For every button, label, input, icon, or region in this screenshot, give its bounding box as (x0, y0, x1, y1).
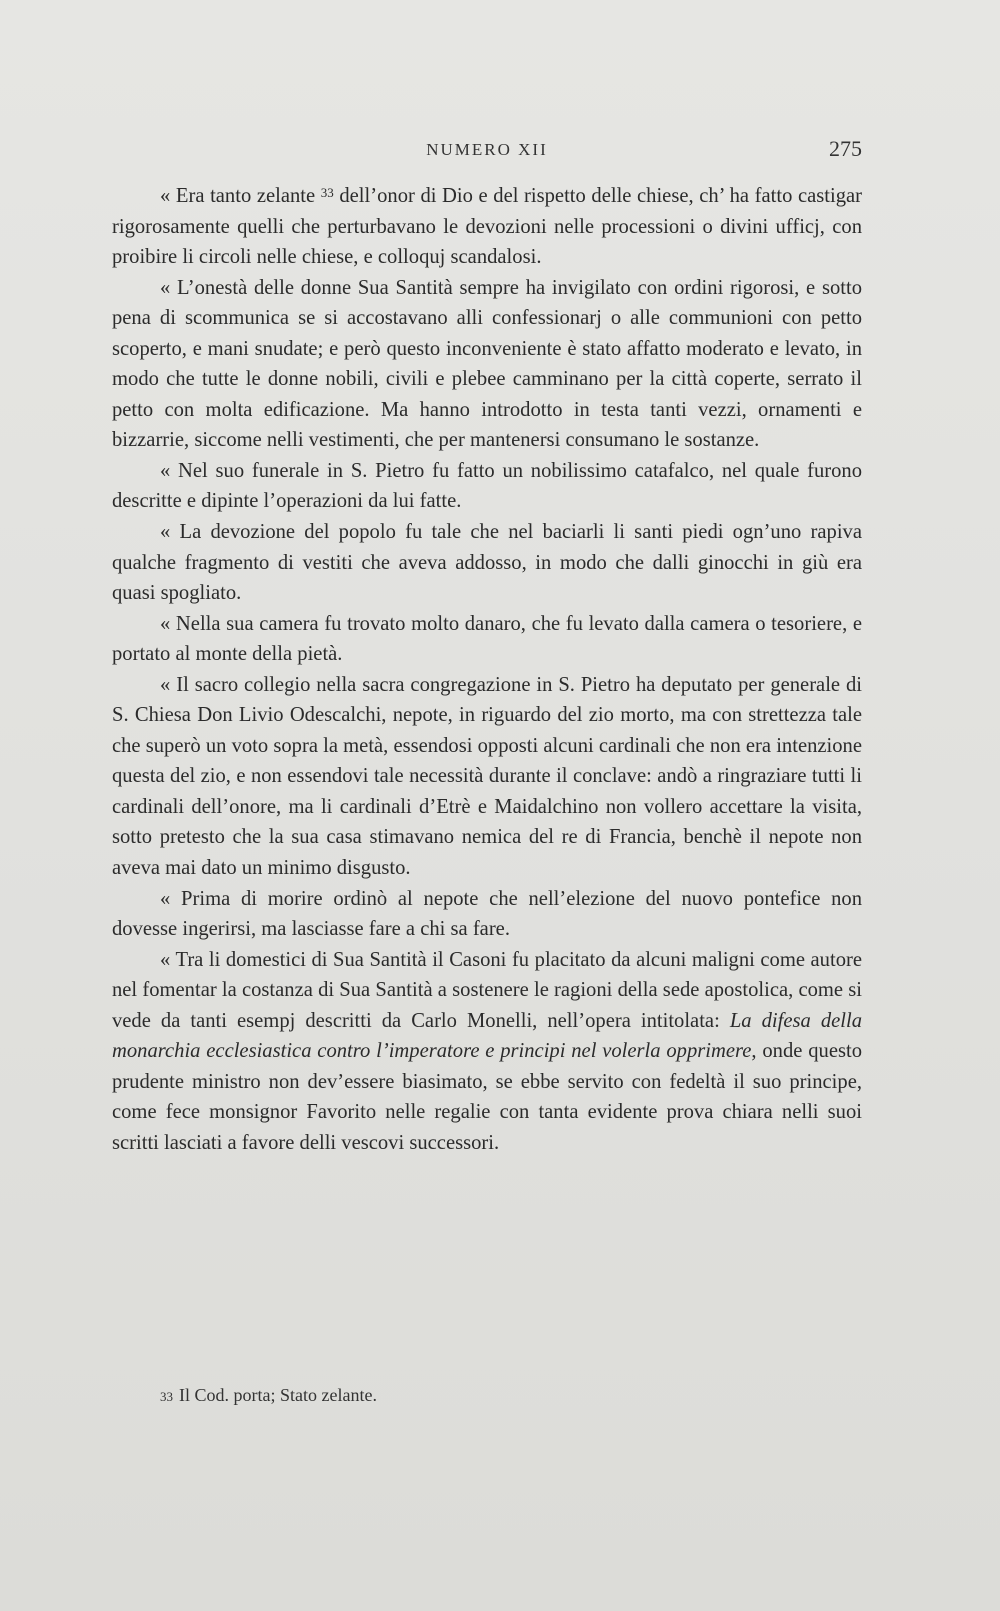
paragraph: « L’onestà delle donne Sua Santità sempre ha invigilato con ordini rigorosi, e sotto pena di scommunica se si accostavano alli confessionarj o alle communioni con petto scoperto, e mani snudate; e però questo inconveniente è stato affatto moderato e levato, in modo che tutte le donne nobili, civili e plebee camminano per la città coperte, serrato il petto con molta edificazione. Ma hanno introdotto in testa tanti vezzi, ornamenti e bizzarrie, siccome nelli vestimenti, che per mantenersi consumano le sostanze. (112, 276, 862, 452)
running-title: NUMERO XII (426, 140, 548, 159)
footnote-reference: 33 (320, 185, 334, 200)
page-number: 275 (829, 136, 862, 161)
paragraph: « La devozione del popolo fu tale che nel baciarli li santi piedi ogn’uno rapiva qualche fragmento di vestiti che aveva addosso, in modo che dalli ginocchi in giù era quasi spogliato. (112, 521, 862, 605)
footnote-number: 33 (160, 1389, 173, 1404)
paragraph: « Prima di morire ordinò al nepote che nell’elezione del nuovo pontefice non dovesse ingerirsi, ma lasciasse fare a chi sa fare. (112, 887, 862, 941)
paragraph-text: dell’onor di Dio e del rispetto delle chiese, ch’ ha fatto castigar rigorosamente quelli che perturbavano le devozioni nelle processioni o divini ufficj, con proibire li circoli nelle chiese, e colloquj scandalosi. (112, 185, 862, 269)
paragraph: « Il sacro collegio nella sacra congregazione in S. Pietro ha deputato per generale di S. Chiesa Don Livio Odescalchi, nepote, in riguardo del zio morto, ma con strettezza tale che superò un voto sopra la metà, essendosi opposti alcuni cardinali che non era intenzione questa del zio, e non essendovi tale necessità durante il conclave: andò a ringraziare tutti li cardinali dell’onore, ma li cardinali d’Etrè e Maidalchino non vollero accettare la visita, sotto pretesto che la sua casa stimavano nemica del re di Francia, benchè il nepote non aveva mai dato un minimo disgusto. (112, 673, 862, 880)
body-text (112, 178, 862, 1159)
paragraph-text: « Tra li domestici di Sua Santità il Casoni fu placitato da alcuni maligni come autore nel fomentar la costanza di Sua Santità a sostenere le ragioni della sede apostolica, come si vede da tanti esempj descritti da Carlo Monelli, nell’opera intitolata: (112, 948, 862, 1032)
paragraph-text: , onde questo prudente ministro non dev’essere biasimato, se ebbe servito con fedeltà il suo principe, come fece monsignor Favorito nelle regalie con tanta evidente prova chiara nelli suoi scritti lasciati a favore delli vescovi successori. (112, 1040, 862, 1154)
footnote (160, 1385, 377, 1406)
page-header (112, 136, 862, 166)
paragraph (112, 945, 862, 1159)
paragraph (112, 178, 862, 273)
paragraph-lead: « Era tanto zelante (160, 185, 316, 207)
footnote-text: Il Cod. porta; Stato zelante. (179, 1385, 377, 1405)
paragraph: « Nel suo funerale in S. Pietro fu fatto un nobilissimo catafalco, nel quale furono descritte e dipinte l’operazioni da lui fatte. (112, 459, 862, 513)
cited-work-title: La difesa della monarchia ecclesiastica contro l’imperatore e principi nel volerla opprimere (112, 1009, 863, 1063)
paragraph: « Nella sua camera fu trovato molto danaro, che fu levato dalla camera o tesoriere, e portato al monte della pietà. (112, 612, 862, 666)
